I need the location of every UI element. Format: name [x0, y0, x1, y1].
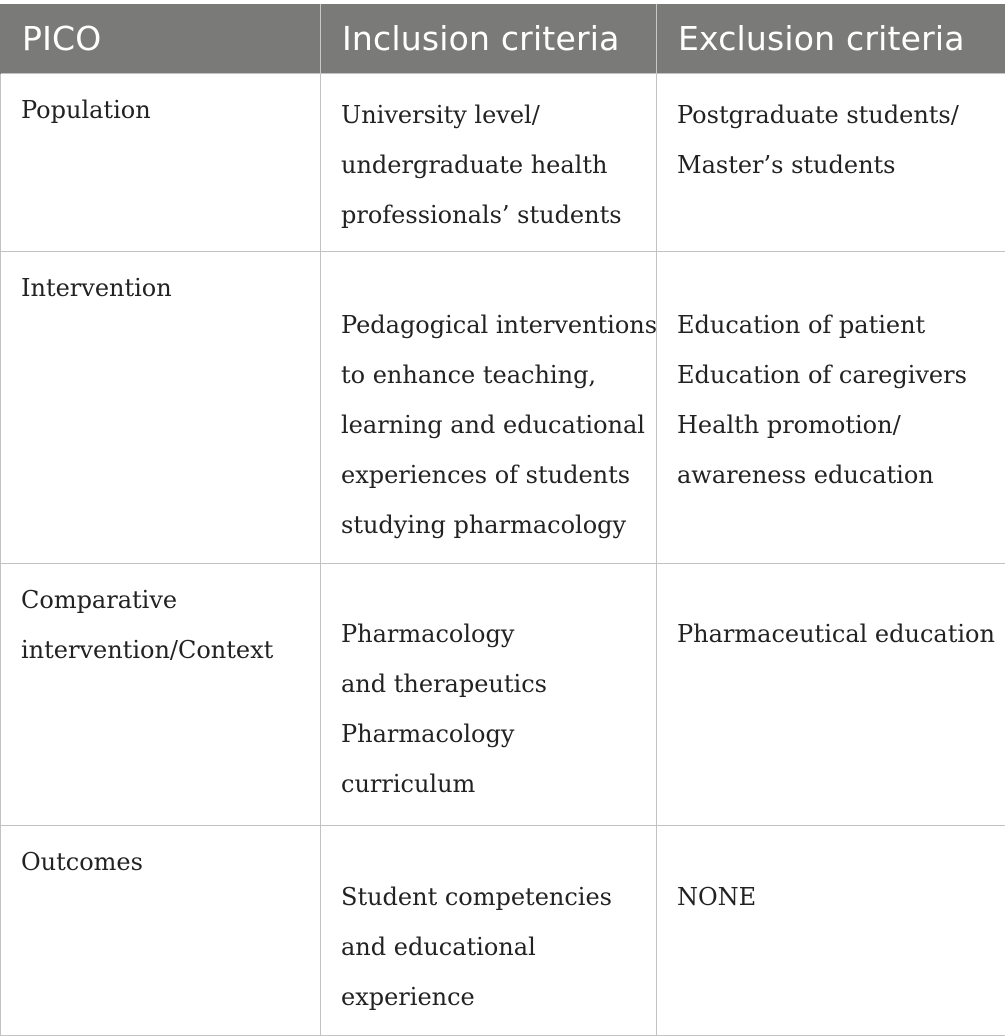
cell-line: Population: [21, 85, 320, 135]
cell-line: Education of caregivers: [677, 350, 1005, 400]
cell-line: to enhance teaching,: [341, 350, 656, 400]
cell-line: Postgraduate students/: [677, 90, 1005, 140]
exclusion-cell: [657, 564, 1005, 826]
cell-line: undergraduate health: [341, 140, 656, 190]
inclusion-cell: [321, 74, 657, 252]
cell-line: studying pharmacology: [341, 500, 656, 550]
cell-line: Comparative: [21, 575, 320, 625]
cell-line: Outcomes: [21, 837, 320, 887]
cell-line: awareness education: [677, 450, 1005, 500]
inclusion-cell: [321, 826, 657, 1036]
exclusion-cell: [657, 74, 1005, 252]
table-row-intervention: [1, 252, 1005, 564]
inclusion-cell: [321, 252, 657, 564]
header-row: [1, 4, 1005, 74]
cell-line: Education of patient: [677, 300, 1005, 350]
header-pico: PICO: [1, 4, 321, 74]
exclusion-cell: [657, 826, 1005, 1036]
table-row-outcomes: [1, 826, 1005, 1036]
pico-cell: [1, 252, 321, 564]
cell-line: Pedagogical interventions: [341, 300, 656, 350]
cell-line: Pharmacology: [341, 709, 656, 759]
cell-line: professionals’ students: [341, 190, 656, 240]
header-exclusion-criteria: Exclusion criteria: [657, 4, 1005, 74]
pico-cell: [1, 74, 321, 252]
cell-line: learning and educational: [341, 400, 656, 450]
exclusion-cell: [657, 252, 1005, 564]
table-row-population: [1, 74, 1005, 252]
cell-line: University level/: [341, 90, 656, 140]
pico-criteria-table: [0, 4, 1005, 1036]
cell-line: Student competencies: [341, 872, 656, 922]
table-row-comparative: [1, 564, 1005, 826]
cell-line: intervention/Context: [21, 625, 320, 675]
header-inclusion-criteria: Inclusion criteria: [321, 4, 657, 74]
pico-cell: [1, 826, 321, 1036]
cell-line: NONE: [677, 872, 1005, 922]
cell-line: Pharmaceutical education: [677, 609, 1005, 659]
cell-line: and therapeutics: [341, 659, 656, 709]
inclusion-cell: [321, 564, 657, 826]
cell-line: curriculum: [341, 759, 656, 809]
pico-cell: [1, 564, 321, 826]
cell-line: Health promotion/: [677, 400, 1005, 450]
cell-line: Master’s students: [677, 140, 1005, 190]
cell-line: experiences of students: [341, 450, 656, 500]
cell-line: Pharmacology: [341, 609, 656, 659]
cell-line: experience: [341, 972, 656, 1022]
cell-line: and educational: [341, 922, 656, 972]
cell-line: Intervention: [21, 263, 320, 313]
